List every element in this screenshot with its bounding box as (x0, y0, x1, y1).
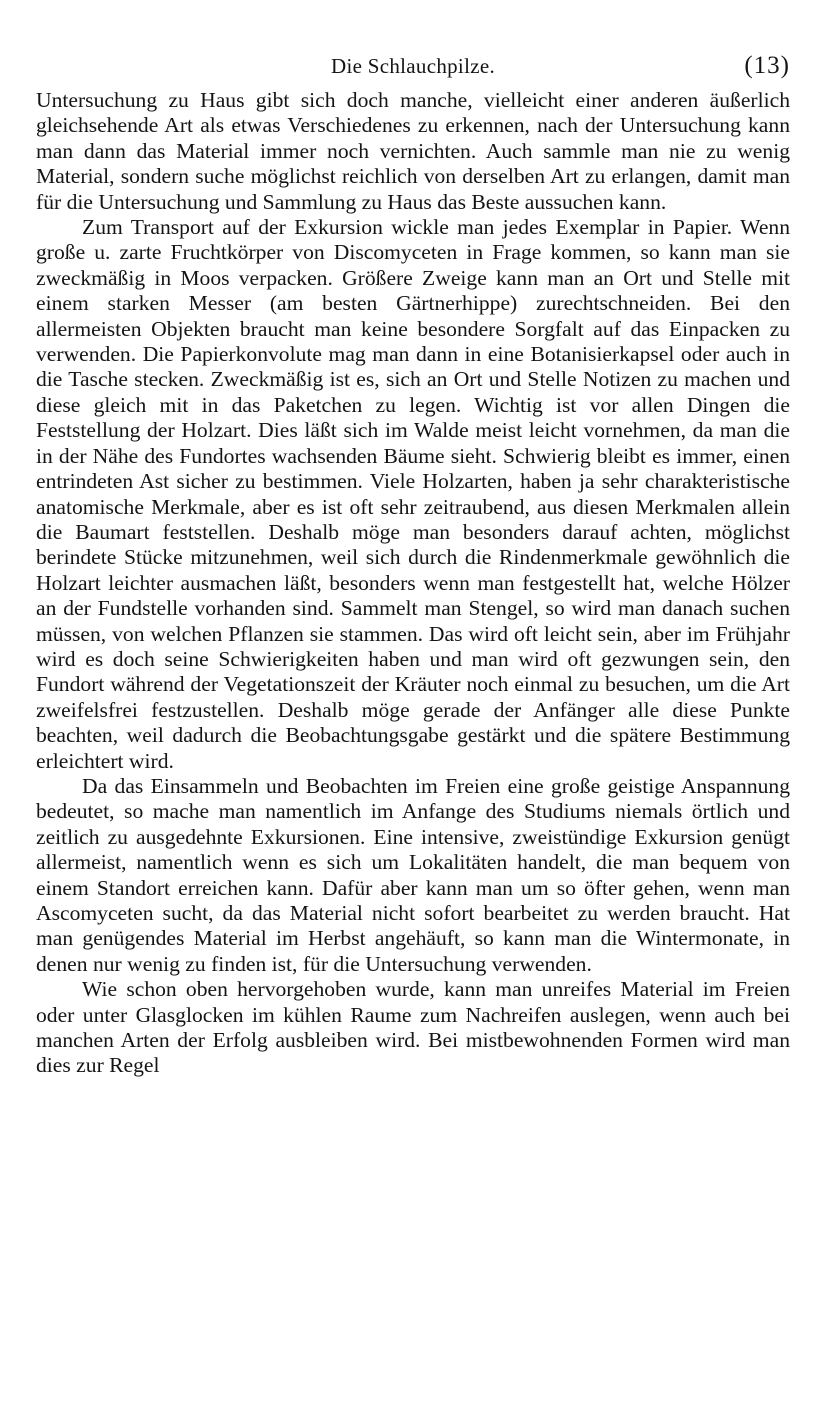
paragraph-3: Da das Einsammeln und Beobachten im Freien eine große geistige Anspannung bedeutet, so mache man namentlich im Anfange des Studiums niemals örtlich und zeitlich zu ausgedehnte Exkursionen. Eine intensive, zweistündige Exkursion genügt allermeist, namentlich wenn es sich um Lokalitäten handelt, die man bequem von einem Standort erreichen kann. Dafür aber kann man um so öfter gehen, wenn man Ascomyceten sucht, da das Material nicht sofort bearbeitet zu werden braucht. Hat man genügendes Material im Herbst angehäuft, so kann man die Wintermonate, in denen nur wenig zu finden ist, für die Untersuchung verwenden. (36, 773, 790, 976)
paragraph-1: Untersuchung zu Haus gibt sich doch manche, vielleicht einer anderen äußerlich gleichsehende Art als etwas Verschiedenes zu erkennen, nach der Untersuchung kann man dann das Material immer noch vernichten. Auch sammle man nie zu wenig Material, sondern suche möglichst reichlich von derselben Art zu erlangen, damit man für die Untersuchung und Sammlung zu Haus das Beste aussuchen kann. (36, 88, 790, 214)
paragraph-4: Wie schon oben hervorgehoben wurde, kann man unreifes Material im Freien oder unter Glasglocken im kühlen Raume zum Nachreifen auslegen, wenn auch bei manchen Arten der Erfolg ausbleiben wird. Bei mistbewohnenden Formen wird man dies zur Regel (36, 977, 790, 1078)
paragraph-2: Zum Transport auf der Exkursion wickle man jedes Exemplar in Papier. Wenn große u. zarte Fruchtkörper von Discomyceten in Frage kommen, so kann man sie zweckmäßig in Moos verpacken. Größere Zweige kann man an Ort und Stelle mit einem starken Messer (am besten Gärtnerhippe) zurechtschneiden. Bei den allermeisten Objekten braucht man keine besondere Sorgfalt auf das Einpacken zu verwenden. Die Papierkonvolute mag man dann in eine Botanisierkapsel oder auch in die Tasche stecken. Zweckmäßig ist es, sich an Ort und Stelle Notizen zu machen und diese gleich mit in das Paketchen zu legen. Wichtig ist vor allen Dingen die Feststellung der Holzart. Dies läßt sich im Walde meist leicht vornehmen, da man die in der Nähe des Fundortes wachsenden Bäume sieht. Schwierig bleibt es immer, einen entrindeten Ast sicher zu bestimmen. Viele Holzarten, haben ja sehr charakteristische anatomische Merkmale, aber es ist oft sehr zeitraubend, aus diesen Merkmalen allein die Baumart feststellen. Deshalb möge man besonders darauf achten, möglichst berindete Stücke mitzunehmen, weil sich durch die Rindenmerkmale gewöhnlich die Holzart leichter ausmachen läßt, besonders wenn man festgestellt hat, welche Hölzer an der Fundstelle vorhanden sind. Sammelt man Stengel, so wird man danach suchen müssen, von welchen Pflanzen sie stammen. Das wird oft leicht sein, aber im Frühjahr wird es doch seine Schwierigkeiten haben und man wird oft gezwungen sein, den Fundort während der Vegetationszeit der Kräuter noch einmal zu besuchen, um die Art zweifelsfrei festzustellen. Deshalb möge gerade der Anfänger alle diese Punkte beachten, weil dadurch die Beobachtungsgabe gestärkt und die spätere Bestimmung erleichtert wird. (36, 215, 790, 773)
running-head (36, 48, 790, 88)
running-title: Die Schlauchpilze. (330, 54, 495, 78)
page-number: (13) (744, 52, 790, 79)
body-text (36, 88, 790, 1079)
book-page (36, 48, 790, 1079)
